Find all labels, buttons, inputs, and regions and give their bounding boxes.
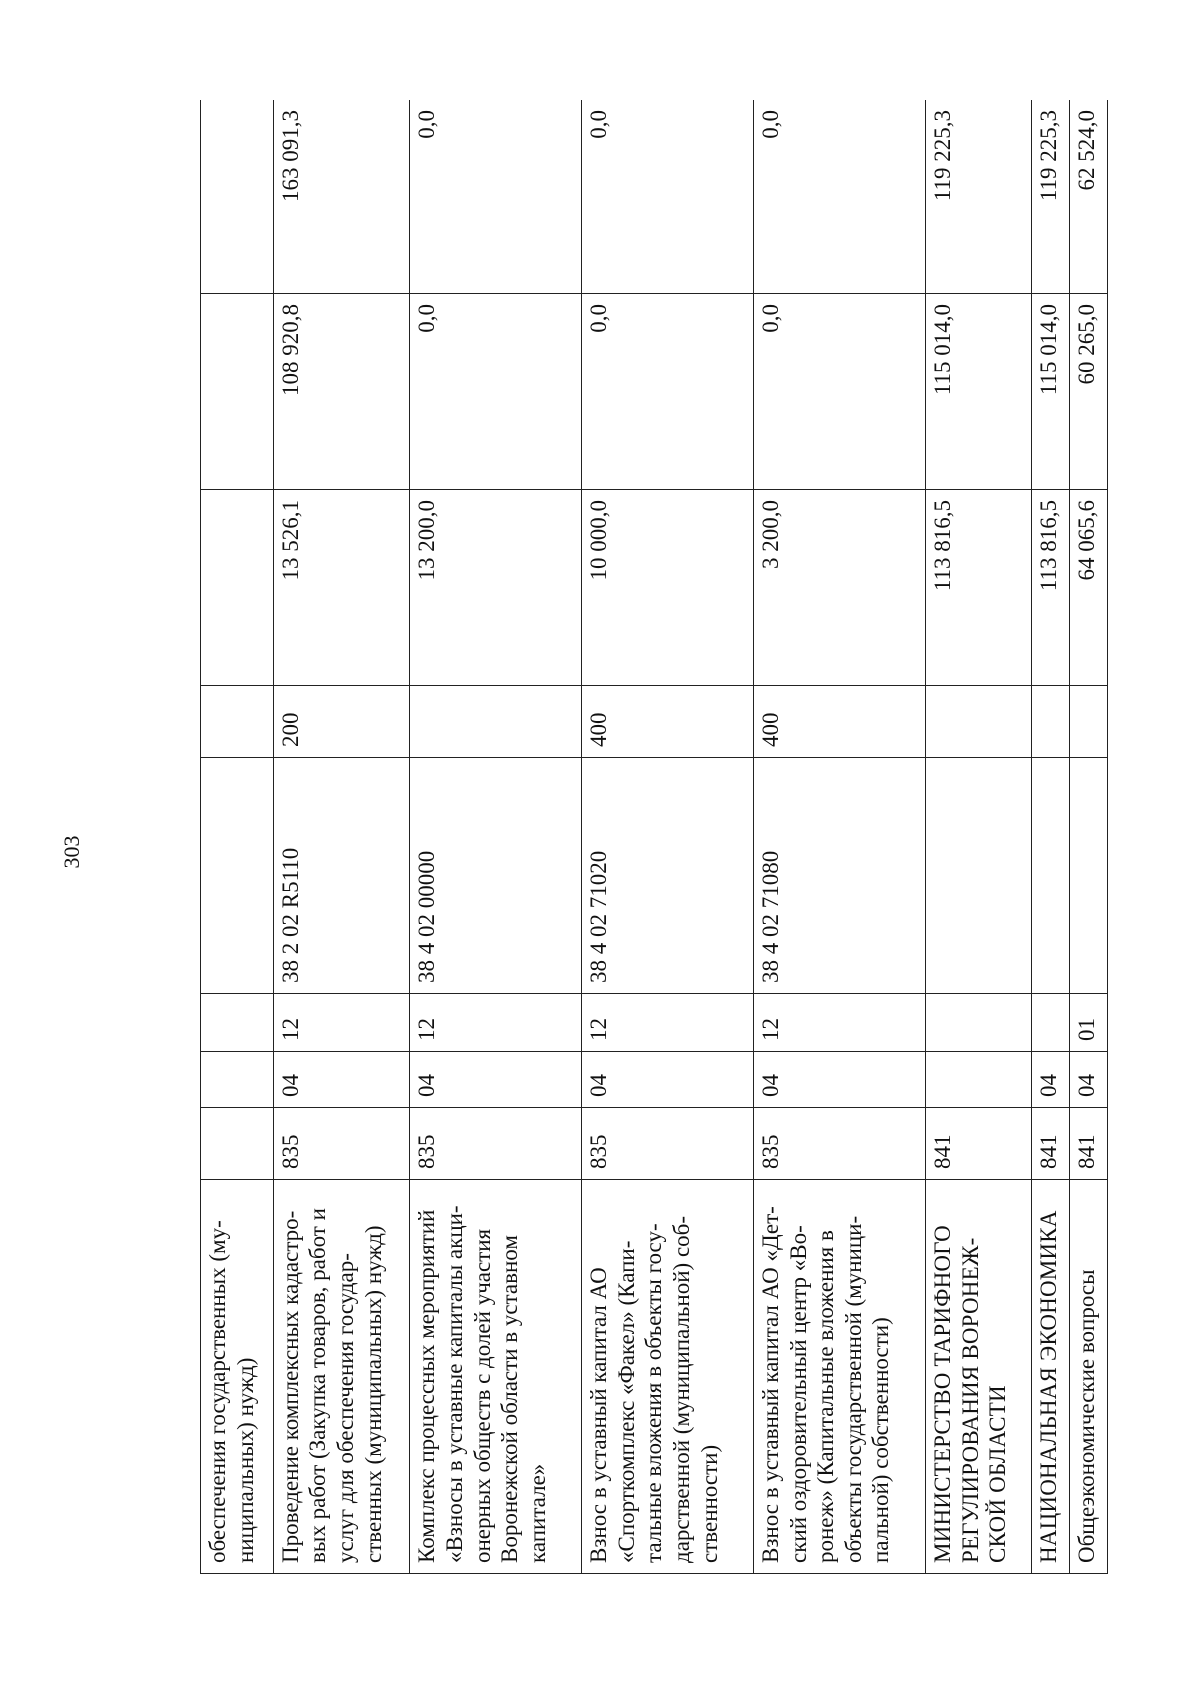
amount-year-1: 13 526,1: [273, 490, 410, 686]
target-article-code: [1031, 758, 1069, 994]
amount-year-3: [201, 100, 274, 294]
amount-year-1: 113 816,5: [925, 490, 1031, 686]
amount-year-2: 60 265,0: [1069, 294, 1107, 490]
grbs-code: [201, 1108, 274, 1180]
grbs-code: 835: [273, 1108, 410, 1180]
amount-year-1: [201, 490, 274, 686]
target-article-code: [925, 758, 1031, 994]
subsection-code: 12: [582, 994, 754, 1052]
row-name: Комплекс процессных мероприятий «Взносы в уставные капиталы акци- онерных обществ с долей участия Воронежской области в уставном капитале»: [410, 1180, 582, 1574]
amount-year-3: 119 225,3: [1031, 100, 1069, 294]
section-code: 04: [1031, 1052, 1069, 1108]
table-row: [410, 100, 582, 1574]
grbs-code: 841: [1031, 1108, 1069, 1180]
amount-year-3: 0,0: [582, 100, 754, 294]
subsection-code: 01: [1069, 994, 1107, 1052]
amount-year-3: 119 225,3: [925, 100, 1031, 294]
target-article-code: 38 4 02 71020: [582, 758, 754, 994]
amount-year-1: 3 200,0: [754, 490, 926, 686]
grbs-code: 835: [582, 1108, 754, 1180]
expense-type-code: [201, 686, 274, 758]
page-number: 303: [59, 835, 84, 869]
budget-table-rotated: [200, 100, 1108, 1574]
expense-type-code: 400: [754, 686, 926, 758]
table-row: [925, 100, 1031, 1574]
expense-type-code: [410, 686, 582, 758]
grbs-code: 835: [410, 1108, 582, 1180]
table-row: [1069, 100, 1107, 1574]
section-code: 04: [582, 1052, 754, 1108]
row-name: Общеэкономические вопросы: [1069, 1180, 1107, 1574]
expense-type-code: [1031, 686, 1069, 758]
budget-table: [200, 100, 1108, 1574]
section-code: [201, 1052, 274, 1108]
section-code: 04: [1069, 1052, 1107, 1108]
subsection-code: [201, 994, 274, 1052]
subsection-code: [925, 994, 1031, 1052]
table-row: [201, 100, 274, 1574]
amount-year-2: 108 920,8: [273, 294, 410, 490]
amount-year-2: 0,0: [410, 294, 582, 490]
table-row: [754, 100, 926, 1574]
subsection-code: [1031, 994, 1069, 1052]
expense-type-code: [1069, 686, 1107, 758]
amount-year-3: 62 524,0: [1069, 100, 1107, 294]
row-name: МИНИСТЕРСТВО ТАРИФНОГО РЕГУЛИРОВАНИЯ ВОРОНЕЖ- СКОЙ ОБЛАСТИ: [925, 1180, 1031, 1574]
target-article-code: 38 2 02 R5110: [273, 758, 410, 994]
subsection-code: 12: [410, 994, 582, 1052]
amount-year-3: 0,0: [410, 100, 582, 294]
row-name: Взнос в уставный капитал АО «Дет- ский оздоровительный центр «Во- ронеж» (Капитальные вложения в объекты государственной (муници- пальной) собственности): [754, 1180, 926, 1574]
target-article-code: 38 4 02 00000: [410, 758, 582, 994]
row-name: Взнос в уставный капитал АО «Спорткомплекс «Факел» (Капи- тальные вложения в объекты госу- дарственной (муниципальной) соб- ственности): [582, 1180, 754, 1574]
amount-year-2: 0,0: [582, 294, 754, 490]
section-code: 04: [410, 1052, 582, 1108]
budget-table-frame: [200, 100, 1108, 1574]
amount-year-2: 0,0: [754, 294, 926, 490]
amount-year-3: 163 091,3: [273, 100, 410, 294]
expense-type-code: [925, 686, 1031, 758]
table-row: [582, 100, 754, 1574]
amount-year-3: 0,0: [754, 100, 926, 294]
amount-year-2: 115 014,0: [925, 294, 1031, 490]
section-code: 04: [754, 1052, 926, 1108]
amount-year-1: 13 200,0: [410, 490, 582, 686]
subsection-code: 12: [754, 994, 926, 1052]
expense-type-code: 400: [582, 686, 754, 758]
section-code: 04: [273, 1052, 410, 1108]
grbs-code: 841: [925, 1108, 1031, 1180]
grbs-code: 841: [1069, 1108, 1107, 1180]
section-code: [925, 1052, 1031, 1108]
table-row: [1031, 100, 1069, 1574]
expense-type-code: 200: [273, 686, 410, 758]
amount-year-1: 64 065,6: [1069, 490, 1107, 686]
amount-year-1: 113 816,5: [1031, 490, 1069, 686]
row-name: Проведение комплексных кадастро- вых работ (Закупка товаров, работ и услуг для обеспечения государ- ственных (муниципальных) нужд): [273, 1180, 410, 1574]
target-article-code: [201, 758, 274, 994]
subsection-code: 12: [273, 994, 410, 1052]
grbs-code: 835: [754, 1108, 926, 1180]
amount-year-2: [201, 294, 274, 490]
row-name: НАЦИОНАЛЬНАЯ ЭКОНОМИКА: [1031, 1180, 1069, 1574]
table-row: [273, 100, 410, 1574]
amount-year-1: 10 000,0: [582, 490, 754, 686]
target-article-code: 38 4 02 71080: [754, 758, 926, 994]
row-name: обеспечения государственных (му- ниципальных) нужд): [201, 1180, 274, 1574]
amount-year-2: 115 014,0: [1031, 294, 1069, 490]
target-article-code: [1069, 758, 1107, 994]
